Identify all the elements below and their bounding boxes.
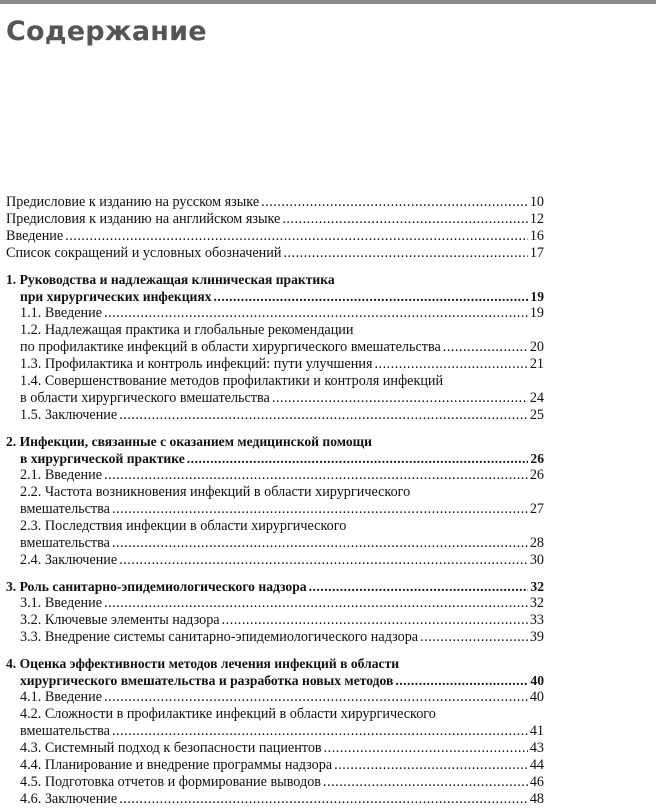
entry-title: 3.2. Ключевые элементы надзора (20, 612, 220, 628)
entry-title: 1.5. Заключение (20, 407, 118, 423)
page-number: 21 (529, 356, 544, 372)
section-entry-cont[interactable] (6, 723, 544, 740)
page-number: 17 (529, 245, 544, 261)
dot-leader (420, 629, 528, 646)
section-entry[interactable] (6, 305, 544, 322)
dot-leader (283, 245, 527, 262)
entry-title: 4.5. Подготовка отчетов и формирование выводов (20, 774, 321, 790)
dot-leader (395, 672, 528, 689)
entry-title: в хирургической практике (20, 451, 185, 466)
page-number: 19 (530, 289, 544, 304)
entry-title: 4.1. Введение (20, 689, 103, 705)
dot-leader (309, 578, 529, 595)
chapter-heading-cont[interactable] (6, 672, 544, 689)
top-rule (0, 0, 656, 4)
entry-title: 3. Роль санитарно-эпидемиологического надзора (6, 579, 307, 594)
section-entry-cont[interactable] (6, 390, 544, 407)
page-number: 27 (529, 501, 544, 517)
section-entry[interactable] (6, 407, 544, 424)
page-number: 41 (529, 723, 544, 739)
page-number: 43 (529, 740, 544, 756)
page-number: 48 (529, 791, 544, 807)
entry-title: 4.6. Заключение (20, 791, 118, 807)
section-entry[interactable] (6, 612, 544, 629)
dot-leader (261, 194, 528, 211)
entry-title: 3.3. Внедрение системы санитарно-эпидемиологического надзора (20, 629, 419, 645)
section-entry[interactable] (6, 467, 544, 484)
dot-leader (272, 390, 528, 407)
toc-front-entry[interactable] (6, 211, 544, 228)
toc-front-entry[interactable] (6, 194, 544, 211)
toc-front-entry[interactable] (6, 228, 544, 245)
page-number: 32 (529, 595, 544, 611)
page-number: 46 (529, 774, 544, 790)
page-number: 10 (529, 194, 544, 210)
section-entry[interactable] (6, 774, 544, 791)
section-entry: 1.4. Совершенствование методов профилактики и контроля инфекций (20, 373, 444, 389)
dot-leader (112, 501, 528, 518)
entry-title: 1.3. Профилактика и контроль инфекций: пути улучшения (20, 356, 373, 372)
section-entry: 1.2. Надлежащая практика и глобальные рекомендации (20, 322, 354, 338)
entry-title: 2.1. Введение (20, 467, 103, 483)
section-entry[interactable] (6, 757, 544, 774)
dot-leader (112, 535, 528, 552)
dot-leader (334, 757, 528, 774)
entry-title: Список сокращений и условных обозначений (6, 245, 282, 261)
chapter-heading: 4. Оценка эффективности методов лечения инфекций в области (6, 656, 400, 671)
dot-leader (222, 612, 528, 629)
page-number: 40 (529, 689, 544, 705)
dot-leader (104, 305, 528, 322)
entry-title: 2.4. Заключение (20, 552, 118, 568)
entry-title: Введение (6, 228, 64, 244)
section-entry-cont[interactable] (6, 339, 544, 356)
section-entry: 2.3. Последствия инфекции в области хирургического (20, 518, 347, 534)
entry-title: 3.1. Введение (20, 595, 103, 611)
chapter-heading: 2. Инфекции, связанные с оказанием медицинской помощи (6, 434, 372, 449)
page-number: 40 (530, 673, 544, 688)
page-number: 44 (529, 757, 544, 773)
page-number: 19 (529, 305, 544, 321)
dot-leader (187, 450, 529, 467)
page-number: 33 (529, 612, 544, 628)
section-entry[interactable] (6, 356, 544, 373)
chapter-heading-cont[interactable] (6, 450, 544, 467)
page-number: 32 (530, 579, 544, 594)
section-entry[interactable] (6, 740, 544, 757)
dot-leader (119, 552, 528, 569)
page-number: 30 (529, 552, 544, 568)
section-entry[interactable] (6, 552, 544, 569)
section-entry-cont[interactable] (6, 535, 544, 552)
page-number: 28 (529, 535, 544, 551)
page-number: 26 (530, 451, 544, 466)
page-number: 16 (529, 228, 544, 244)
entry-title: Предисловие к изданию на русском языке (6, 194, 260, 210)
dot-leader (65, 228, 528, 245)
chapter-heading: 1. Руководства и надлежащая клиническая практика (6, 272, 335, 287)
chapter-heading-cont[interactable] (6, 288, 544, 305)
dot-leader (119, 407, 528, 424)
dot-leader (119, 791, 528, 808)
dot-leader (104, 689, 528, 706)
toc-front-entry[interactable] (6, 245, 544, 262)
entry-title: 4.4. Планирование и внедрение программы надзора (20, 757, 333, 773)
section-entry[interactable] (6, 689, 544, 706)
section-entry[interactable] (6, 791, 544, 808)
entry-title: в области хирургического вмешательства (20, 390, 270, 406)
page-number: 26 (529, 467, 544, 483)
chapter-heading[interactable] (6, 578, 544, 595)
page-number: 12 (529, 211, 544, 227)
entry-title: по профилактике инфекций в области хирургического вмешательства (20, 339, 441, 355)
dot-leader (282, 211, 527, 228)
dot-leader (374, 356, 527, 373)
table-of-contents (6, 194, 544, 808)
entry-title: при хирургических инфекциях (20, 289, 212, 304)
dot-leader (443, 339, 528, 356)
entry-title: 4.3. Системный подход к безопасности пациентов (20, 740, 322, 756)
section-entry: 4.2. Сложности в профилактике инфекций в области хирургического (20, 706, 436, 722)
page-number: 39 (529, 629, 544, 645)
section-entry: 2.2. Частота возникновения инфекций в области хирургического (20, 484, 411, 500)
dot-leader (104, 467, 528, 484)
entry-title: вмешательства (20, 501, 110, 517)
entry-title: 1.1. Введение (20, 305, 103, 321)
page-number: 20 (529, 339, 544, 355)
entry-title: вмешательства (20, 535, 110, 551)
entry-title: Предисловия к изданию на английском языке (6, 211, 281, 227)
section-entry[interactable] (6, 629, 544, 646)
entry-title: хирургического вмешательства и разработка новых методов (20, 673, 394, 688)
dot-leader (214, 288, 529, 305)
page-number: 24 (529, 390, 544, 406)
dot-leader (324, 740, 528, 757)
entry-title: вмешательства (20, 723, 110, 739)
section-entry[interactable] (6, 595, 544, 612)
page-title: Содержание (6, 16, 207, 47)
page-number: 25 (529, 407, 544, 423)
dot-leader (112, 723, 528, 740)
section-entry-cont[interactable] (6, 501, 544, 518)
dot-leader (323, 774, 528, 791)
dot-leader (104, 595, 528, 612)
